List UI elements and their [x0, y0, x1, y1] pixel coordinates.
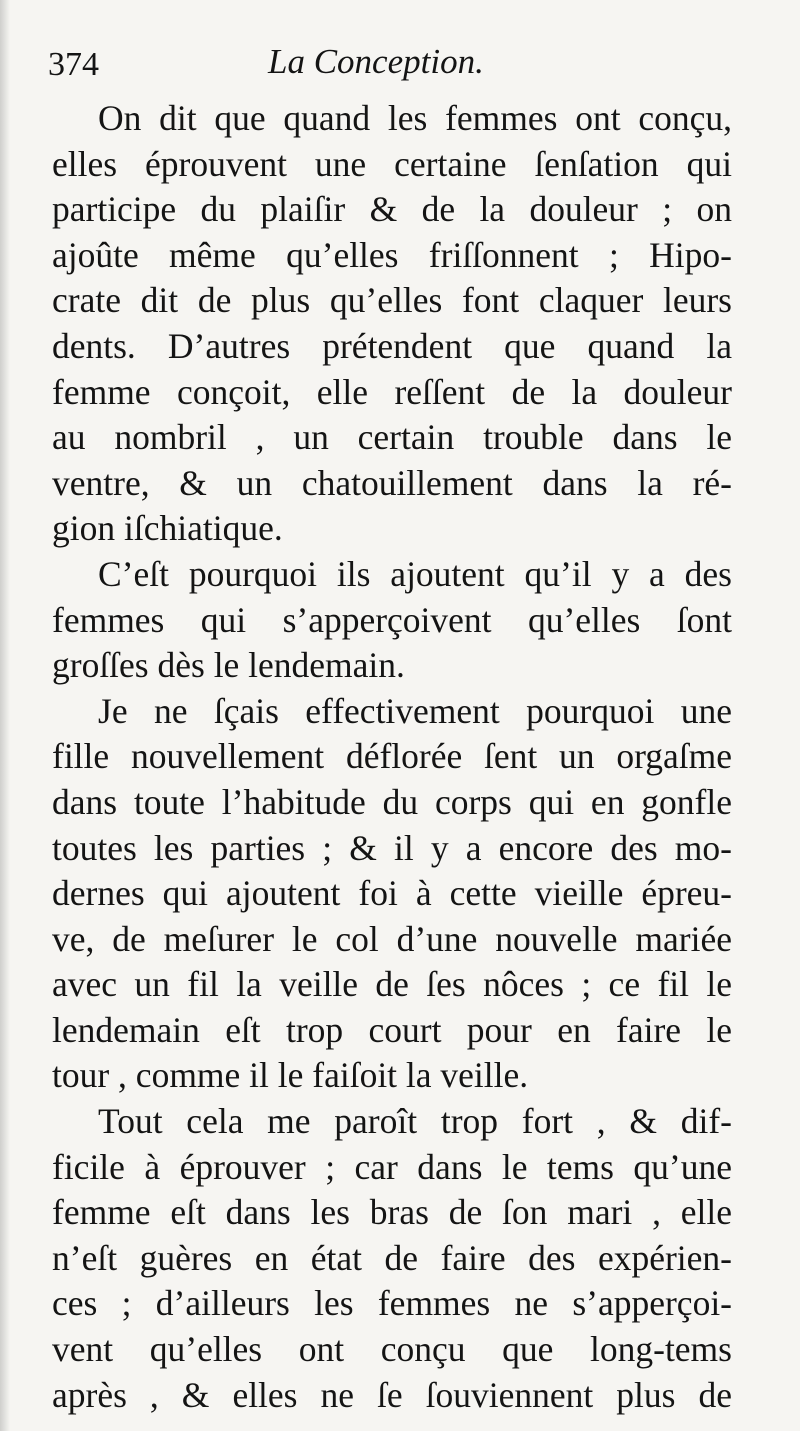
- text-line: femme conçoit, elle reſſent de la douleur: [52, 371, 732, 412]
- text-line: dans toute l’habitude du corps qui en gonfle: [52, 781, 732, 822]
- text-line: ventre, & un chatouillement dans la ré-: [52, 462, 732, 503]
- text-line: elles éprouvent une certaine ſenſation qui: [52, 143, 732, 184]
- text-line: avec un fil la veille de ſes nôces ; ce fil le: [52, 964, 732, 1005]
- paragraph-4: [52, 1099, 732, 1418]
- text-line: dernes qui ajoutent foi à cette vieille épreu-: [52, 873, 732, 914]
- text-line: fille nouvellement déflorée ſent un orgaſme: [52, 736, 732, 777]
- text-line: au nombril , un certain trouble dans le: [52, 417, 732, 458]
- page-header: [48, 40, 728, 90]
- text-line: vent qu’elles ont conçu que long-tems: [52, 1329, 732, 1370]
- text-line: n’eſt guères en état de faire des expérien-: [52, 1237, 732, 1278]
- text-line: Je ne ſçais effectivement pourquoi une: [98, 690, 732, 731]
- text-line: ve, de meſurer le col d’une nouvelle mariée: [52, 918, 732, 959]
- text-line: ces ; d’ailleurs les femmes ne s’apperçoi-: [52, 1283, 732, 1324]
- text-line: crate dit de plus qu’elles font claquer leurs: [52, 280, 732, 321]
- text-line: après , & elles ne ſe ſouviennent plus de: [52, 1374, 732, 1415]
- text-line: tour , comme il le faiſoit la veille.: [52, 1055, 529, 1096]
- paragraph-3: [52, 689, 732, 1099]
- text-line: groſſes dès le lendemain.: [52, 645, 405, 686]
- text-line: ficile à éprouver ; car dans le tems qu’une: [52, 1146, 732, 1187]
- text-line: Tout cela me paroît trop fort , & dif-: [98, 1101, 732, 1142]
- text-line: femmes qui s’apperçoivent qu’elles ſont: [52, 599, 732, 640]
- text-line: C’eſt pourquoi ils ajoutent qu’il y a des: [98, 553, 732, 594]
- text-line: dents. D’autres prétendent que quand la: [52, 325, 732, 366]
- running-title: La Conception.: [268, 42, 484, 81]
- page-edge-shadow: [0, 0, 10, 1431]
- page-number: 374: [48, 46, 99, 83]
- text-line: toutes les parties ; & il y a encore des mo-: [52, 827, 732, 868]
- body-text: [52, 96, 732, 1418]
- paragraph-2: [52, 552, 732, 689]
- text-line: gion iſchiatique.: [52, 508, 283, 549]
- text-line: femme eſt dans les bras de ſon mari , elle: [52, 1192, 732, 1233]
- text-line: participe du plaiſir & de la douleur ; on: [52, 189, 732, 230]
- text-line: lendemain eſt trop court pour en faire le: [52, 1009, 732, 1050]
- text-line: ajoûte même qu’elles friſſonnent ; Hipo-: [52, 234, 732, 275]
- text-line: On dit que quand les femmes ont conçu,: [98, 98, 732, 138]
- paragraph-1: [52, 96, 732, 552]
